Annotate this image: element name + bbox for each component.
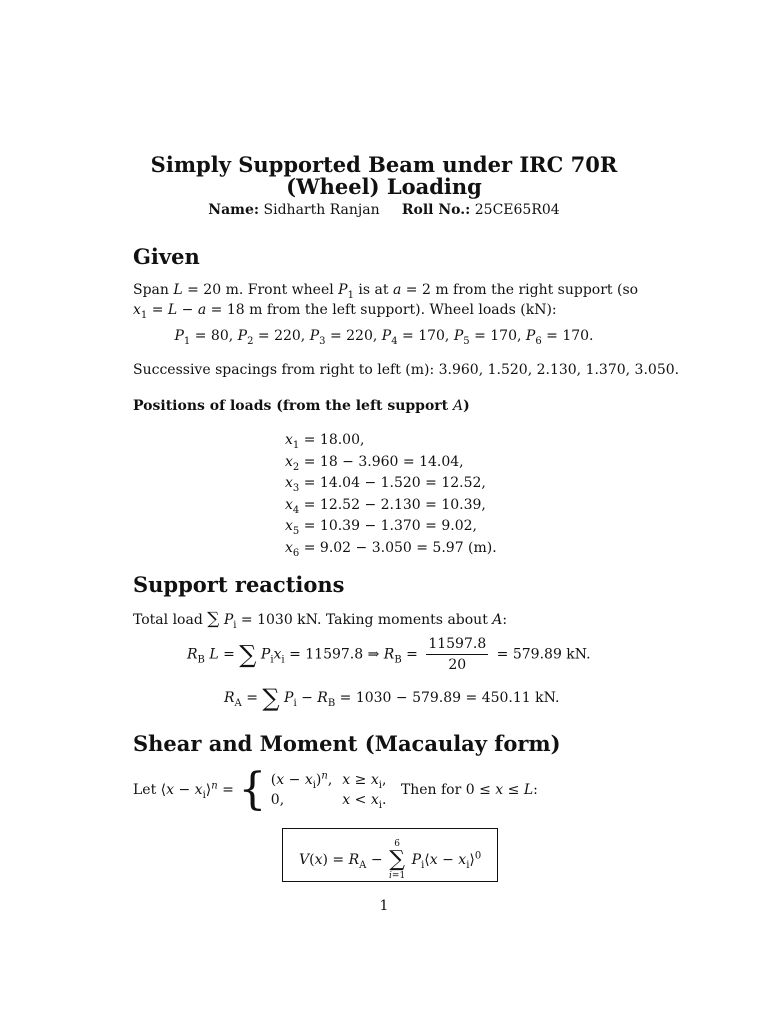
title-line-2: (Wheel) Loading [286, 174, 482, 199]
heading-shear-moment: Shear and Moment (Macaulay form) [133, 731, 561, 756]
shear-force-equation-box: $V(x) = R_A$ − 6 ∑ i=1 $P_i⟨x$ − $x_i⟩^0$ [282, 828, 498, 882]
position-x6: $x_6 = 9.02 - 3.050 = 5.97$ (m). [285, 539, 497, 559]
author-line [0, 202, 768, 218]
rb-equation: $R_B$ L = ∑ $P_ix_i = 11597.8$ ⇒ $R_B$ = $\frac{11597.8}{20}$ = 579.89 kN. [187, 636, 591, 673]
heading-given: Given [133, 244, 200, 269]
given-text-line-1: Span L = 20 m. Front wheel $P_1$ is at a = 2 m from the right support (so [133, 282, 639, 301]
name-label: Name: [208, 202, 260, 218]
position-x1: $x_1 = 18.00$, [285, 432, 365, 451]
roll-label: Roll No.: [401, 202, 471, 218]
spacings-text: Successive spacings from right to left (m): 3.960, 1.520, 2.130, 1.370, 3.050. [133, 362, 680, 378]
position-x3: $x_3 = 14.04 - 1.520 = 12.52$, [285, 475, 486, 494]
position-x4: $x_4 = 12.52 - 2.130 = 10.39$, [285, 496, 486, 516]
rb-fraction: $\frac{11597.8}{20}$ [428, 636, 487, 673]
heading-support-reactions: Support reactions [133, 572, 345, 597]
author-name: Sidharth Ranjan [263, 202, 380, 218]
ra-equation: $R_A$ = ∑ $P_i - R_B = 1030 - 579.89 = 450.11$ kN. [224, 684, 560, 712]
heading-positions: Positions of loads (from the left support A) [133, 398, 470, 414]
page-number: 1 [379, 898, 389, 914]
total-load-text: Total load ∑ $P_i = 1030$ kN. Taking moments about A: [133, 609, 508, 631]
loads-equation: $P_1 = 80$, $P_2 = 220$, $P_3 = 220$, $P_4 = 170$, $P_5 = 170$, $P_6 = 170$. [174, 328, 594, 347]
summation-symbol: 6 ∑ i=1 [389, 839, 406, 881]
position-x5: $x_5 = 10.39 - 1.370 = 9.02$, [285, 518, 477, 537]
macaulay-cases: $(x - x_i)^n$, $x \ge x_i$, 0, $x < x_i$. [270, 770, 387, 811]
positions-list [285, 430, 497, 559]
macaulay-definition: Let ⟨x − $x_i⟩^n$ = { $(x - x_i)^n$, $x \ge x_i$, 0, $x < x_i$. Then for 0 ≤ x ≤ L: [133, 764, 538, 815]
position-x2: $x_2 = 18 - 3.960 = 14.04$, [285, 453, 464, 473]
given-text-line-2: $x_1 = L - a = 18$ m from the left support). Wheel loads (kN): [133, 302, 557, 321]
roll-number: 25CE65R04 [474, 202, 560, 218]
title-line-1: Simply Supported Beam under IRC 70R [150, 152, 618, 177]
